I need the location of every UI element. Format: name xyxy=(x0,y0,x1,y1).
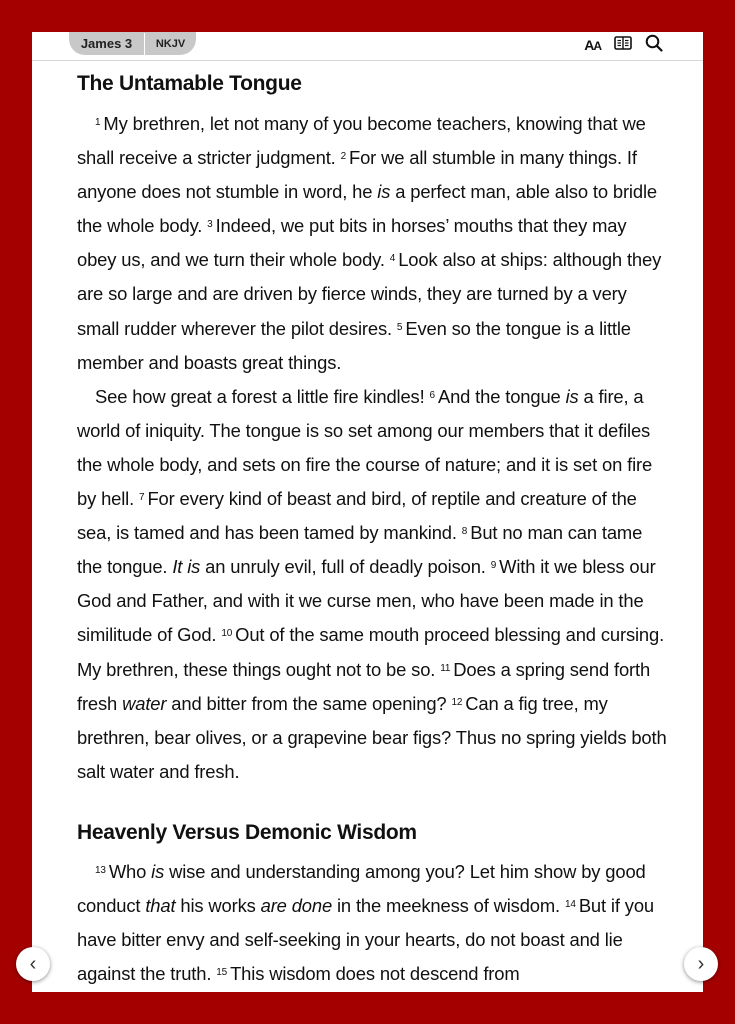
verse-number[interactable]: 8 xyxy=(461,526,468,538)
book-chapter-button[interactable]: James 3 xyxy=(80,36,133,51)
toolbar-actions xyxy=(584,34,663,56)
verse-number[interactable]: 15 xyxy=(216,967,228,979)
chevron-left-icon: ‹ xyxy=(29,952,37,975)
next-chapter-button[interactable] xyxy=(684,947,718,981)
italic-text: that xyxy=(145,894,176,916)
reader-page xyxy=(29,32,703,992)
verse-number[interactable]: 4 xyxy=(389,253,396,265)
verse-number[interactable]: 14 xyxy=(564,898,576,910)
verse-number[interactable]: 13 xyxy=(95,864,106,876)
previous-chapter-button[interactable] xyxy=(16,947,50,981)
top-toolbar xyxy=(32,32,703,61)
verse-number[interactable]: 5 xyxy=(396,321,403,333)
verse-number[interactable]: 2 xyxy=(340,151,346,163)
paragraph: $^{13}$ Who is wise and understanding among you? Let him show by good conduct that his works are done in the meekness of wisdom. $^{14}$ But if you have bitter envy and self-seeking in your hearts, do not boast and lie against the truth. $^{15}$ This wisdom does not descend from xyxy=(77,860,654,985)
verse-number[interactable]: 9 xyxy=(490,560,497,572)
section-heading: The Untamable Tongue xyxy=(77,72,302,95)
italic-text: is xyxy=(565,385,579,407)
chapter-version-pill xyxy=(69,32,196,55)
verse-number[interactable]: 3 xyxy=(207,219,213,231)
verse-number[interactable]: 6 xyxy=(429,389,435,401)
paragraph: See how great a forest a little fire kindles! $^6$ And the tongue is a fire, a world of iniquity. The tongue is so set among our members that it defiles the whole body, and sets on fire the course of nature; and it is set on fire by hell. $^7$ For every kind of beast and bird, of reptile and creature of the sea, is tamed and has been tamed by mankind. $^8$ But no man can tame the tongue. It is an unruly evil, full of deadly poison. $^9$ With it we bless our God and Father, and with it we curse men, who have been made in the similitude of God. $^{10}$ Out of the same mouth proceed blessing and cursing. My brethren, these things ought not to be so. $^{11}$ Does a spring send forth fresh water and bitter from the same opening? $^{12}$ Can a fig tree, my brethren, bear olives, or a grapevine bear figs? Thus no spring yields both salt water and fresh. xyxy=(77,385,667,782)
verse-number[interactable]: 7 xyxy=(139,492,145,504)
version-button[interactable]: NKJV xyxy=(155,37,186,50)
verse-number[interactable]: 10 xyxy=(221,628,233,640)
verse-number[interactable]: 11 xyxy=(440,662,451,674)
paragraph: $^1$ My brethren, let not many of you become teachers, knowing that we shall receive a stricter judgment. $^2$ For we all stumble in many things. If anyone does not stumble in word, he is a perfect man, able also to bridle the whole body. $^3$ Indeed, we put bits in horses’ mouths that they may obey us, and we turn their whole body. $^4$ Look also at ships: although they are so large and are driven by fierce winds, they are turned by a very small rudder wherever the pilot desires. $^5$ Even so the tongue is a little member and boasts great things. xyxy=(77,113,662,373)
section-heading: Heavenly Versus Demonic Wisdom xyxy=(77,820,417,844)
search-icon[interactable] xyxy=(645,34,663,57)
italic-text: are done xyxy=(260,894,333,916)
italic-text: water xyxy=(122,692,167,714)
text-size-icon[interactable]: AA xyxy=(584,37,601,53)
chevron-right-icon: › xyxy=(697,952,705,975)
chapter-content xyxy=(77,60,667,991)
italic-text: It is xyxy=(172,556,201,578)
italic-text: is xyxy=(377,181,391,203)
verse-number[interactable]: 12 xyxy=(451,696,463,708)
reader-icon[interactable] xyxy=(614,36,632,55)
italic-text: is xyxy=(151,860,165,882)
verse-number[interactable]: 1 xyxy=(95,117,101,128)
